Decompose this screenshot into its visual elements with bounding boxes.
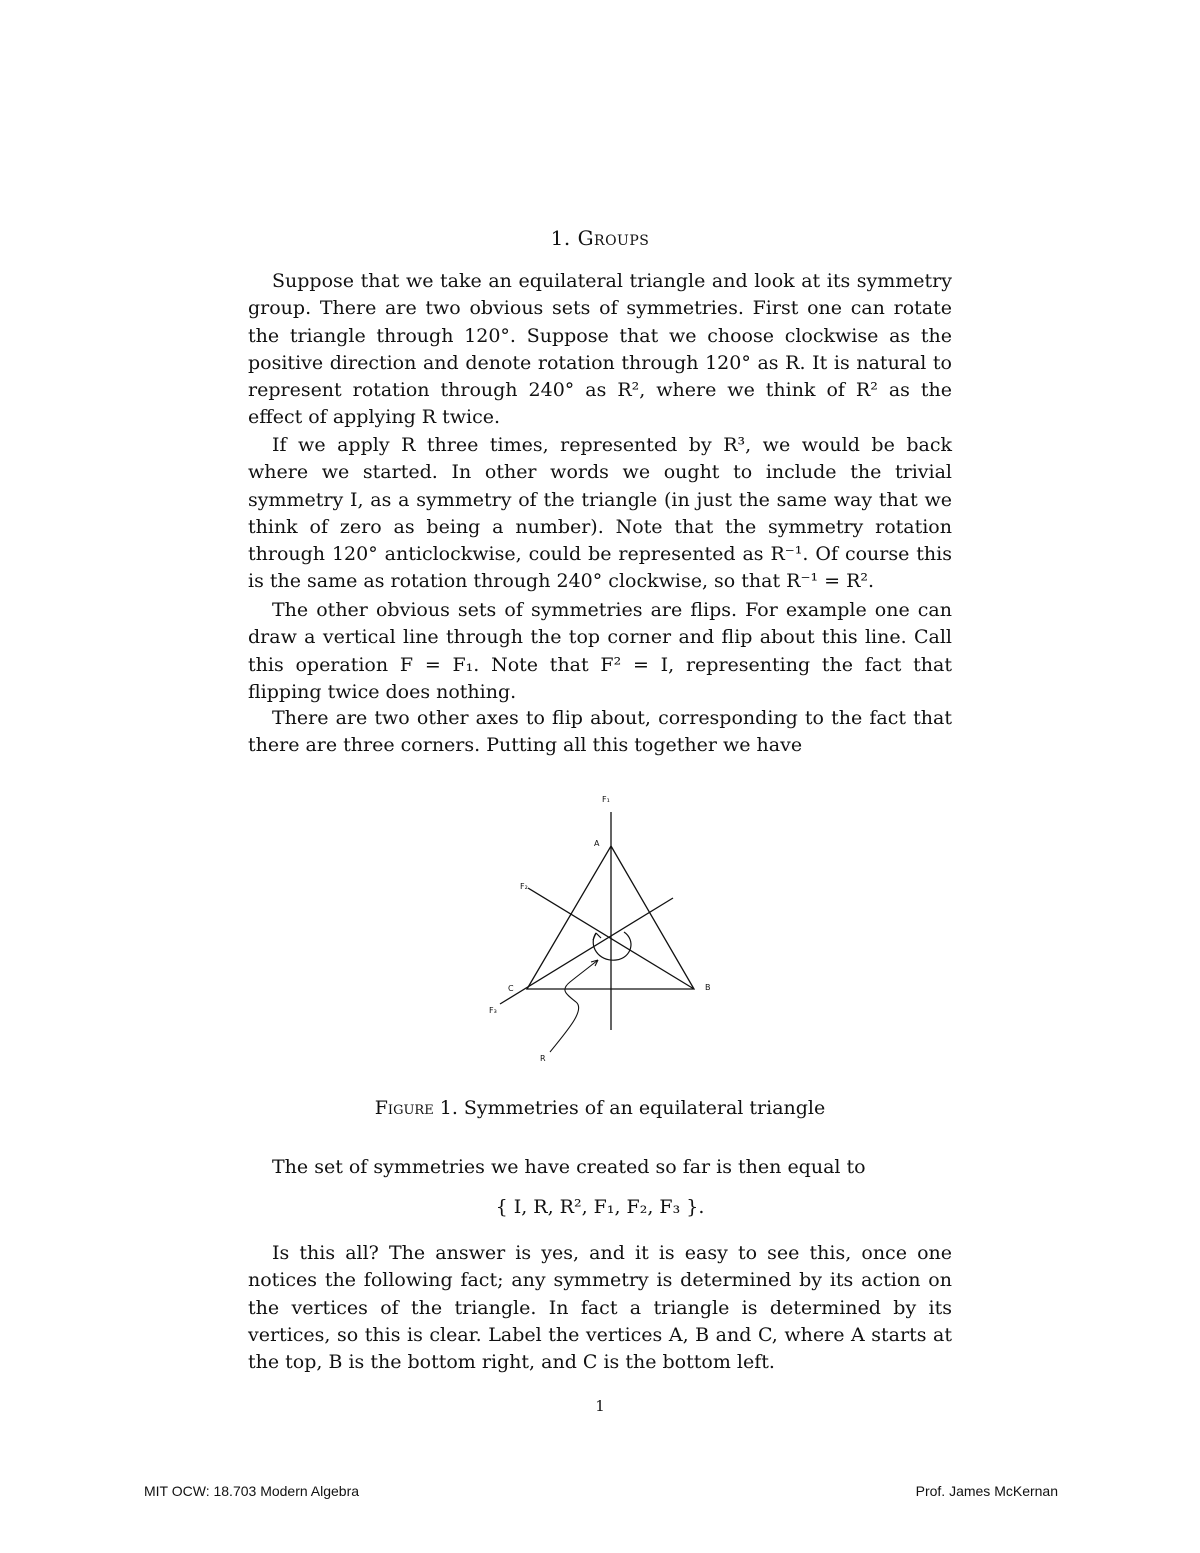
paragraph-5 (248, 1154, 952, 1181)
paragraph-6 (248, 1240, 952, 1376)
label-f2: F₂ (520, 882, 528, 891)
section-number: 1. (550, 226, 571, 250)
paragraph-3-text: The other obvious sets of symmetries are flips. For example one can draw a vertical line through the top corner and flip about this line. Call this operation F = F₁. Note that F² = I, representing the fact that flipping twice does nothing. (248, 599, 952, 703)
rotation-pointer (550, 960, 598, 1052)
page-number: 1 (595, 1397, 605, 1415)
paragraph-1-text: Suppose that we take an equilateral triangle and look at its symmetry group. There are two obvious sets of symmetries. First one can rotate the triangle through 120°. Suppose that we choose clockwise as the positive direction and denote rotation through 120° as R. It is natural to represent rotation through 240° as R², where we think of R² as the effect of applying R twice. (248, 270, 952, 429)
figure-caption-label: Figure 1. (374, 1097, 458, 1119)
section-title: Groups (577, 226, 650, 250)
paragraph-4-text: There are two other axes to flip about, corresponding to the fact that there are three corners. Putting all this together we have (248, 707, 952, 757)
footer-author: Prof. James McKernan (915, 1483, 1058, 1499)
label-r: R (540, 1054, 546, 1063)
footer-course: MIT OCW: 18.703 Modern Algebra (144, 1483, 360, 1499)
label-vertex-a: A (594, 839, 600, 848)
triangle-figure (470, 790, 750, 1070)
paragraph-5-text: The set of symmetries we have created so far is then equal to (272, 1156, 866, 1178)
figure-caption (0, 1097, 1200, 1119)
paragraph-2 (248, 432, 952, 596)
label-f1-top: F₁ (602, 795, 610, 804)
paragraph-2-text: If we apply R three times, represented by R³, we would be back where we started. In other words we ought to include the trivial symmetry I, as a symmetry of the triangle (in just the same way that we think of zero as being a number). Note that the symmetry rotation through 120° anticlockwise, could be represented as R⁻¹. Of course this is the same as rotation through 240° clockwise, so that R⁻¹ = R². (248, 434, 952, 593)
symmetry-set-display: { I, R, R², F₁, F₂, F₃ }. (495, 1196, 705, 1218)
paragraph-6-text: Is this all? The answer is yes, and it is easy to see this, once one notices the following fact; any symmetry is determined by its action on the vertices of the triangle. In fact a triangle is determined by its vertices, so this is clear. Label the vertices A, B and C, where A starts at the top, B is the bottom right, and C is the bottom left. (248, 1242, 952, 1374)
paragraph-1 (248, 268, 952, 432)
paragraph-4 (248, 705, 952, 760)
flip-axis-c (500, 898, 673, 1004)
label-vertex-b: B (705, 983, 711, 992)
rotation-arrowhead (593, 933, 601, 940)
paragraph-3 (248, 597, 952, 706)
label-vertex-c: C (508, 984, 514, 993)
section-heading (0, 226, 1200, 250)
figure-caption-text: Symmetries of an equilateral triangle (463, 1097, 826, 1119)
label-f3: F₃ (489, 1006, 497, 1015)
